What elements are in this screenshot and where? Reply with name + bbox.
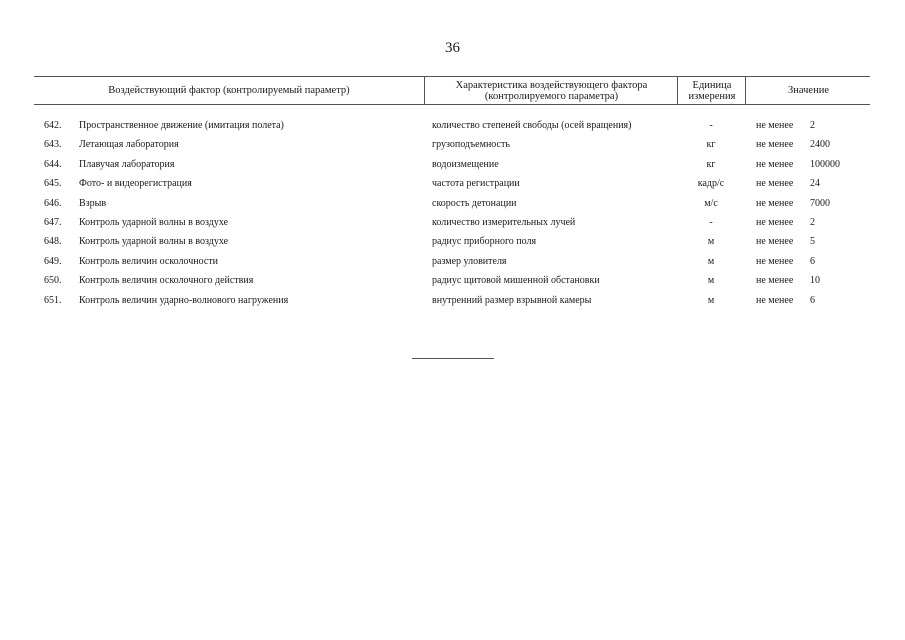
row-value: 2 bbox=[810, 216, 815, 228]
row-number: 643. bbox=[44, 139, 62, 151]
row-qualifier: не менее bbox=[756, 236, 794, 248]
row-factor: Взрыв bbox=[79, 197, 107, 209]
page-number: 36 bbox=[445, 40, 460, 56]
row-unit: м bbox=[707, 236, 715, 248]
row-unit: м/с bbox=[704, 197, 718, 209]
row-characteristic: радиус щитовой мишенной обстановки bbox=[432, 275, 600, 287]
header-characteristic: Характеристика воздействующего фактора (контролируемого параметра) bbox=[424, 77, 678, 104]
row-number: 648. bbox=[44, 236, 62, 248]
row-number: 649. bbox=[44, 255, 62, 267]
row-unit: - bbox=[709, 216, 713, 228]
row-value: 2400 bbox=[810, 139, 830, 151]
end-of-document-line bbox=[412, 358, 494, 359]
row-characteristic: размер уловителя bbox=[432, 255, 507, 267]
row-number: 642. bbox=[44, 120, 62, 131]
table-row bbox=[34, 118, 870, 137]
row-qualifier: не менее bbox=[756, 216, 794, 228]
table-row bbox=[34, 293, 870, 312]
row-characteristic: скорость детонации bbox=[432, 197, 517, 209]
row-number: 651. bbox=[44, 294, 62, 306]
row-unit: кг bbox=[706, 158, 716, 170]
row-value: 7000 bbox=[810, 197, 830, 209]
table-row bbox=[34, 137, 870, 156]
row-value: 6 bbox=[810, 294, 815, 306]
row-characteristic: водоизмещение bbox=[432, 158, 499, 170]
row-characteristic: внутренний размер взрывной камеры bbox=[432, 294, 592, 306]
parameters-table bbox=[34, 76, 870, 312]
header-value: Значение bbox=[745, 77, 871, 104]
table-row bbox=[34, 176, 870, 195]
row-qualifier: не менее bbox=[756, 139, 794, 151]
row-number: 646. bbox=[44, 197, 62, 209]
row-qualifier: не менее bbox=[756, 275, 794, 287]
row-unit: - bbox=[709, 120, 713, 131]
row-qualifier: не менее bbox=[756, 178, 794, 190]
table-row bbox=[34, 215, 870, 234]
row-qualifier: не менее bbox=[756, 120, 794, 131]
row-factor: Фото- и видеорегистрация bbox=[79, 178, 192, 190]
row-value: 100000 bbox=[810, 158, 840, 170]
table-row bbox=[34, 234, 870, 253]
row-number: 650. bbox=[44, 275, 62, 287]
row-factor: Пространственное движение (имитация полета) bbox=[79, 120, 284, 131]
row-unit: кадр/с bbox=[697, 178, 725, 190]
row-qualifier: не менее bbox=[756, 158, 794, 170]
row-value: 24 bbox=[810, 178, 820, 190]
row-characteristic: количество измерительных лучей bbox=[432, 216, 576, 228]
row-unit: кг bbox=[706, 139, 716, 151]
row-qualifier: не менее bbox=[756, 197, 794, 209]
header-unit: Единица измерения bbox=[677, 77, 746, 104]
table-row bbox=[34, 273, 870, 292]
row-characteristic: количество степеней свободы (осей вращения) bbox=[432, 120, 632, 131]
row-characteristic: частота регистрации bbox=[432, 178, 520, 190]
row-value: 5 bbox=[810, 236, 815, 248]
row-value: 10 bbox=[810, 275, 820, 287]
table-body bbox=[34, 118, 870, 312]
row-number: 647. bbox=[44, 216, 62, 228]
row-characteristic: грузоподъемность bbox=[432, 139, 510, 151]
row-unit: м bbox=[707, 294, 715, 306]
row-factor: Контроль ударной волны в воздухе bbox=[79, 216, 229, 228]
row-number: 645. bbox=[44, 178, 62, 190]
row-value: 2 bbox=[810, 120, 815, 131]
row-factor: Плавучая лаборатория bbox=[79, 158, 175, 170]
row-number: 644. bbox=[44, 158, 62, 170]
row-value: 6 bbox=[810, 255, 815, 267]
row-factor: Контроль величин осколочного действия bbox=[79, 275, 254, 287]
row-qualifier: не менее bbox=[756, 294, 794, 306]
row-unit: м bbox=[707, 255, 715, 267]
row-factor: Контроль величин осколочности bbox=[79, 255, 219, 267]
table-header bbox=[34, 76, 870, 105]
table-row bbox=[34, 157, 870, 176]
row-factor: Летающая лаборатория bbox=[79, 139, 179, 151]
table-row bbox=[34, 254, 870, 273]
header-factor: Воздействующий фактор (контролируемый параметр) bbox=[108, 85, 350, 96]
row-qualifier: не менее bbox=[756, 255, 794, 267]
row-unit: м bbox=[707, 275, 715, 287]
table-row bbox=[34, 196, 870, 215]
row-factor: Контроль величин ударно-волнового нагружения bbox=[79, 294, 289, 306]
row-factor: Контроль ударной волны в воздухе bbox=[79, 236, 229, 248]
row-characteristic: радиус приборного поля bbox=[432, 236, 537, 248]
